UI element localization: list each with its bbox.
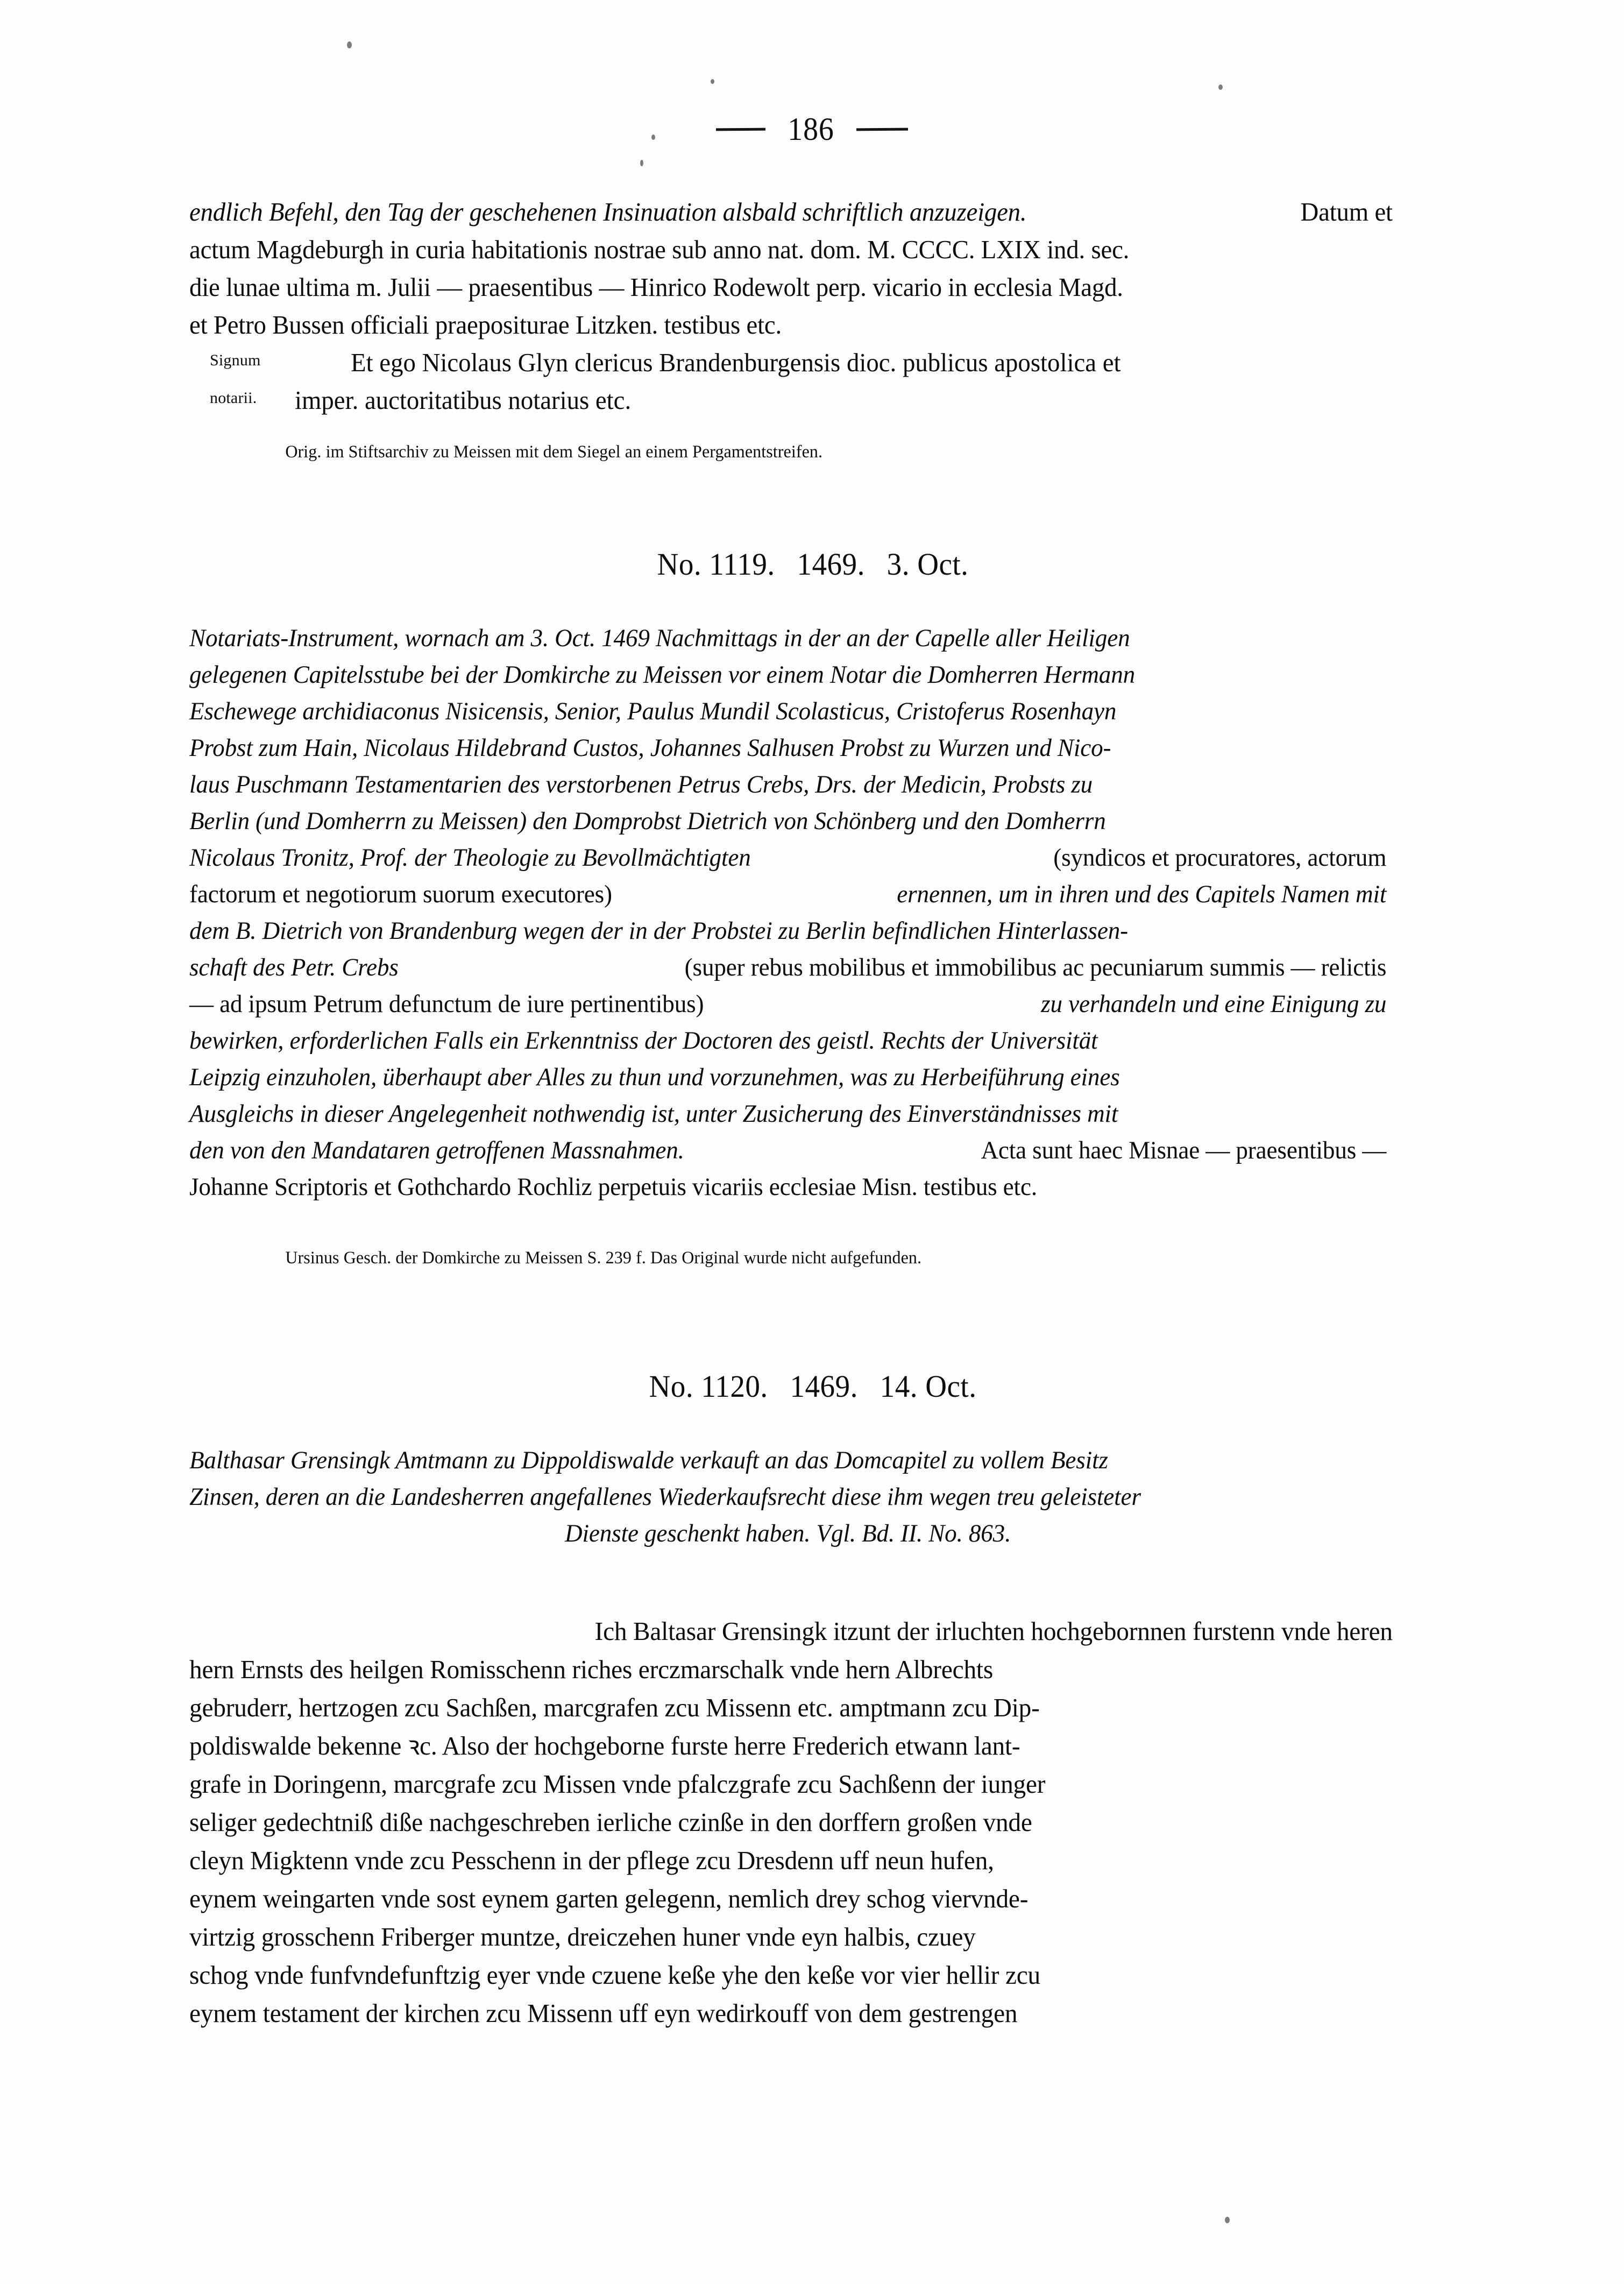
scan-speck <box>711 79 714 84</box>
tail-line: et Petro Bussen officiali praepositurae Litzken. testibus etc. <box>189 311 782 340</box>
regest-line <box>189 766 1386 803</box>
regest-seg-italic: ernennen, um in ihren und des Capitels Namen mit <box>897 880 1387 908</box>
body-line <box>189 1994 1393 2032</box>
scan-speck <box>640 160 643 166</box>
body-line <box>189 1765 1393 1803</box>
signum-text-line1: Et ego Nicolaus Glyn clericus Brandenburgensis dioc. publicus apostolica et <box>351 349 1121 377</box>
scan-speck <box>1218 84 1223 90</box>
regest-line <box>189 1095 1386 1132</box>
body-line <box>189 1879 1393 1918</box>
regest-seg-italic: zu verhandeln und eine Einigung zu <box>1041 990 1387 1018</box>
tail-line <box>189 194 1393 231</box>
signum-row <box>189 344 1436 382</box>
scan-speck <box>347 41 352 48</box>
body-line <box>189 1956 1393 1994</box>
regest-seg: Dienste geschenkt haben. Vgl. Bd. II. No. 863. <box>565 1519 1011 1547</box>
regest-seg-italic: schaft des Petr. Crebs <box>189 953 399 981</box>
body-line-text: Ich Baltasar Grensingk itzunt der irluchten hochgebornnen furstenn vnde heren <box>594 1616 1393 1646</box>
body-line-text: grafe in Doringenn, marcgrafe zcu Missen vnde pfalczgrafe zcu Sachßenn der iunger <box>189 1769 1046 1799</box>
regest-line <box>189 913 1386 949</box>
body-line <box>189 1727 1393 1765</box>
regest-seg: Ausgleichs in dieser Angelegenheit nothwendig ist, unter Zusicherung des Einverständnisses mit <box>189 1100 1118 1128</box>
spacer <box>189 1402 1436 1442</box>
body-line <box>189 1918 1393 1956</box>
regest-line <box>189 1022 1386 1059</box>
regest-line <box>189 656 1386 693</box>
scan-speck <box>1225 2217 1230 2223</box>
regest-seg-roman: factorum et negotiorum suorum executores) <box>189 880 612 908</box>
head-rule-right <box>856 128 908 131</box>
regest-line <box>189 1479 1386 1515</box>
signum-label-line2: notarii. <box>210 389 257 407</box>
body-line-text: eynem weingarten vnde sost eynem garten gelegenn, nemlich drey schog viervnde- <box>189 1884 1029 1913</box>
regest-seg: Balthasar Grensingk Amtmann zu Dippoldiswalde verkauft an das Domcapitel zu vollem Besitz <box>189 1446 1108 1474</box>
regest-seg: dem B. Dietrich von Brandenburg wegen der in der Probstei zu Berlin befindlichen Hinterlassen- <box>189 917 1129 945</box>
regest-seg-roman: (syndicos et procuratores, actorum <box>1053 844 1387 872</box>
regest-line <box>189 1442 1386 1479</box>
body-line-text: poldiswalde bekenne ꝛc. Also der hochgeborne furste herre Frederich etwann lant- <box>189 1731 1020 1760</box>
signum-text-line2: imper. auctoritatibus notarius etc. <box>295 386 632 415</box>
running-head <box>0 113 1624 145</box>
regest-line <box>189 1132 1386 1169</box>
charter-year: 1469. <box>797 547 865 582</box>
charter-1120-body <box>189 1612 1436 2032</box>
regest-seg: gelegenen Capitelsstube bei der Domkirche zu Meissen vor einem Notar die Domherren Hermann <box>189 661 1136 689</box>
regest-line <box>189 1059 1386 1095</box>
body-line-text: schog vnde funfvndefunftzig eyer vnde czuene keße yhe den keße vor vier hellir zcu <box>189 1960 1040 1990</box>
charter-1119-source-note: Ursinus Gesch. der Domkirche zu Meissen S. 239 f. Das Original wurde nicht aufgefunden. <box>285 1248 922 1268</box>
paragraph-indent <box>189 1612 260 1650</box>
spacer <box>189 1352 1436 1371</box>
charter-date: 3. Oct. <box>887 547 969 582</box>
regest-seg: Notariats-Instrument, wornach am 3. Oct. 1469 Nachmittags in der an der Capelle aller Heiligen <box>189 624 1130 652</box>
regest-line <box>189 620 1386 656</box>
body-line <box>189 1688 1393 1727</box>
text-column <box>189 194 1436 2032</box>
tail-line-roman: Datum et <box>1300 198 1393 227</box>
regest-line <box>189 1515 1386 1552</box>
regest-seg: Eschewege archidiaconus Nisicensis, Senior, Paulus Mundil Scolasticus, Cristoferus Rosenhayn <box>189 697 1117 725</box>
body-line-text: hern Ernsts des heilgen Romisschenn riches erczmarschalk vnde hern Albrechts <box>189 1654 994 1684</box>
signum-label-line1: Signum <box>210 351 261 369</box>
spacer <box>189 420 1436 439</box>
body-line <box>189 1803 1393 1841</box>
spacer <box>189 580 1436 620</box>
regest-seg-italic: den von den Mandataren getroffenen Massnahmen. <box>189 1136 684 1164</box>
charter-1120-regest <box>189 1442 1386 1552</box>
charter-number: No. 1120. <box>649 1369 768 1404</box>
regest-line <box>189 986 1386 1022</box>
regest-seg: laus Puschmann Testamentarien des verstorbenen Petrus Crebs, Drs. der Medicin, Probsts zu <box>189 770 1093 798</box>
body-line-text: cleyn Migktenn vnde zcu Pesschenn in der pflege zcu Dresdenn uff neun hufen, <box>189 1845 994 1875</box>
body-line-text: seliger gedechtniß diße nachgeschreben ierliche czinße in den dorffern großen vnde <box>189 1807 1032 1837</box>
regest-seg-roman: — ad ipsum Petrum defunctum de iure pertinentibus) <box>189 990 704 1018</box>
regest-seg-italic: Nicolaus Tronitz, Prof. der Theologie zu Bevollmächtigten <box>189 844 751 872</box>
body-line <box>189 1612 1393 1650</box>
regest-seg-roman: (super rebus mobilibus et immobilibus ac pecuniarum summis — relictis <box>684 953 1387 981</box>
regest-seg: Berlin (und Domherrn zu Meissen) den Domprobst Dietrich von Schönberg und den Domherrn <box>189 807 1106 835</box>
tail-charter-block <box>189 194 1436 465</box>
body-line-text: gebruderr, hertzogen zcu Sachßen, marcgrafen zcu Missenn etc. amptmann zcu Dip- <box>189 1693 1040 1722</box>
spacer <box>189 468 1436 549</box>
charter-year: 1469. <box>790 1369 858 1404</box>
charter-date: 14. Oct. <box>880 1369 977 1404</box>
regest-line <box>189 730 1386 766</box>
regest-seg: bewirken, erforderlichen Falls ein Erkenntniss der Doctoren des geistl. Rechts der Universität <box>189 1027 1098 1055</box>
body-line-text: virtzig grosschenn Friberger muntze, dreiczehen huner vnde eyn halbis, czuey <box>189 1922 976 1951</box>
tail-line-italic: endlich Befehl, den Tag der geschehenen Insinuation alsbald schriftlich anzuzeigen. <box>189 198 1027 227</box>
tail-line: die lunae ultima m. Julii — praesentibus — Hinrico Rodewolt perp. vicario in ecclesia Magd. <box>189 273 1123 302</box>
regest-line <box>189 693 1386 730</box>
tail-source-note: Orig. im Stiftsarchiv zu Meissen mit dem Siegel an einem Pergamentstreifen. <box>285 442 823 462</box>
body-line <box>189 1841 1393 1879</box>
body-line-text: eynem testament der kirchen zcu Missenn uff eyn wedirkouff von dem gestrengen <box>189 1998 1018 2028</box>
regest-seg: Zinsen, deren an die Landesherren angefallenes Wiederkaufsrecht diese ihm wegen treu geleisteter <box>189 1483 1141 1511</box>
regest-line <box>189 1169 1386 1205</box>
tail-line: actum Magdeburgh in curia habitationis nostrae sub anno nat. dom. M. CCCC. LXIX ind. sec. <box>189 236 1130 264</box>
regest-seg-roman: Johanne Scriptoris et Gothchardo Rochliz perpetuis vicariis ecclesiae Misn. testibus etc. <box>189 1173 1037 1201</box>
regest-seg: Leipzig einzuholen, überhaupt aber Alles zu thun und vorzunehmen, was zu Herbeiführung eines <box>189 1063 1120 1091</box>
regest-seg: Probst zum Hain, Nicolaus Hildebrand Custos, Johannes Salhusen Probst zu Wurzen und Nico- <box>189 734 1111 762</box>
page-number: 186 <box>788 111 834 147</box>
regest-line <box>189 949 1386 986</box>
regest-line <box>189 876 1386 913</box>
charter-1119-regest <box>189 620 1386 1205</box>
charter-number: No. 1119. <box>657 547 775 582</box>
signum-row <box>189 382 1436 420</box>
spacer <box>189 1205 1436 1245</box>
charter-1119-heading <box>221 549 1405 580</box>
spacer <box>189 1552 1436 1612</box>
spacer <box>189 1271 1436 1352</box>
regest-line <box>189 839 1386 876</box>
head-rule-left <box>716 128 765 131</box>
charter-1120-heading <box>221 1371 1405 1402</box>
body-line <box>189 1650 1393 1688</box>
regest-seg-roman: Acta sunt haec Misnae — praesentibus — <box>981 1136 1387 1164</box>
regest-line <box>189 803 1386 839</box>
